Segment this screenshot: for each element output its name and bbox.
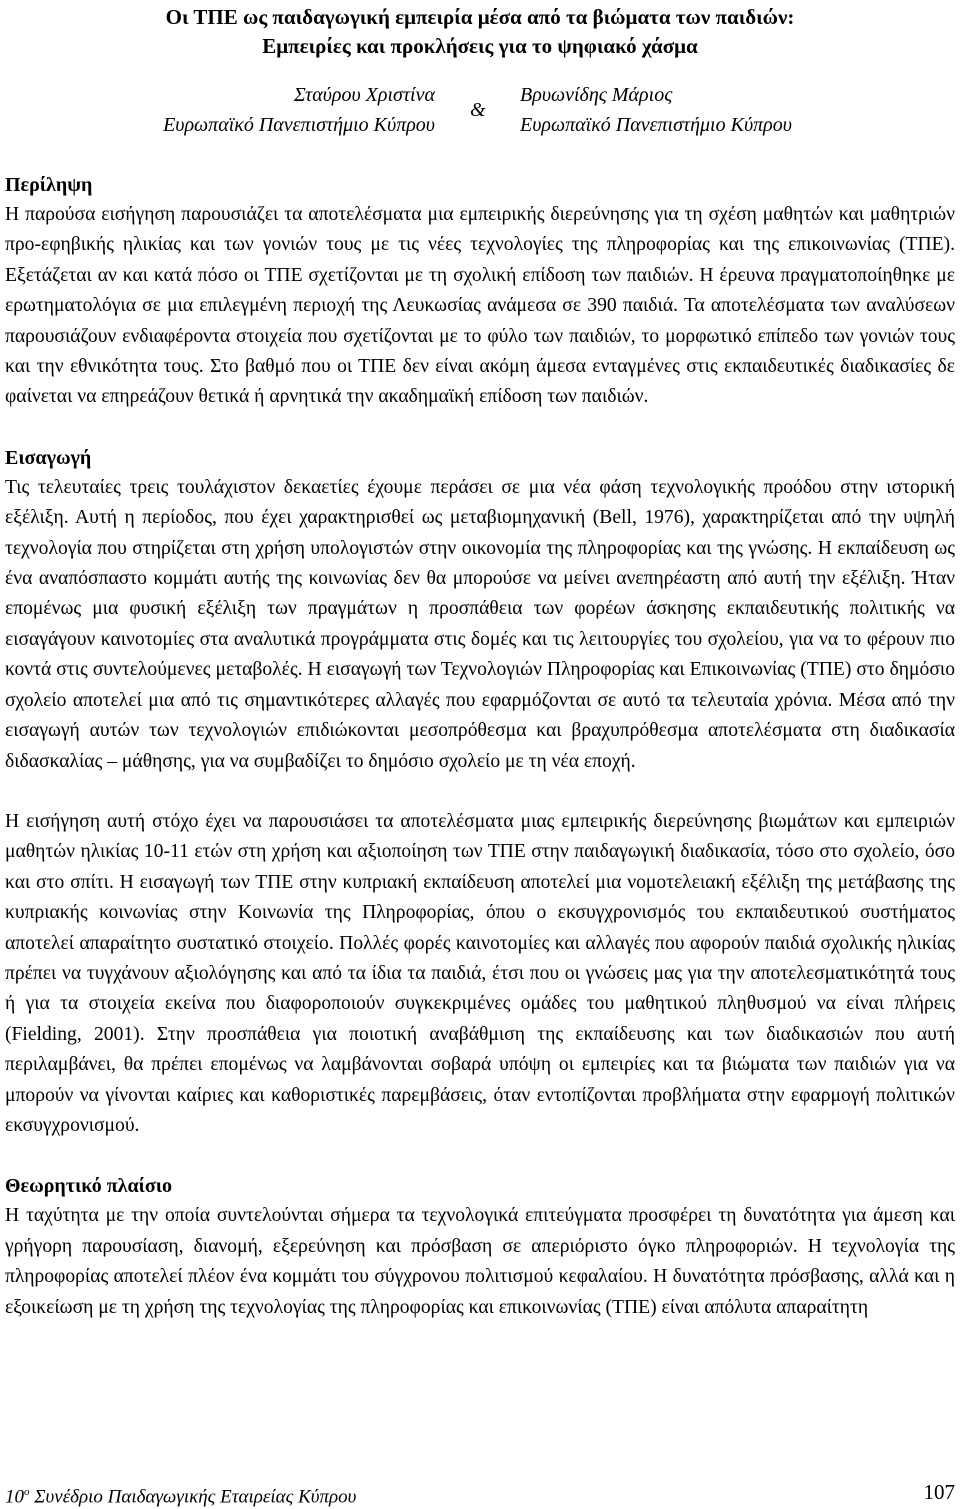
author-right-name: Βρυωνίδης Μάριος xyxy=(520,84,673,106)
introduction-paragraph-2: Η εισήγηση αυτή στόχο έχει να παρουσιάσει τα αποτελέσματα μιας εμπειρικής διερεύνησης βιωμάτων και εμπειριών μαθητών ηλικίας 10-11 ετών στη χρήση και αξιοποίηση των ΤΠΕ στην παιδαγωγική διαδικασία, τόσο στο σχολείο, όσο και στο σπίτι. Η εισαγωγή των ΤΠΕ στην κυπριακή εκπαίδευση αποτελεί μια νομοτελειακή εξέλιξη της μετάβασης της κυπριακής κοινωνίας στην Κοινωνία της Πληροφορίας, όπου ο εκσυγχρονισμός του εκπαιδευτικού συστήματος αποτελεί απαραίτητο συστατικό στοιχείο. Πολλές φορές καινοτομίες και αλλαγές που αφορούν παιδιά σχολικής ηλικίας πρέπει να τυγχάνουν αξιολόγησης και από τα ίδια τα παιδιά, έτσι που οι γνώσεις μας για την αποτελεσματικότητά τους ή για τα στοιχεία εκείνα που διαφοροποιούν συγκεκριμένες ομάδες του μαθητικού πληθυσμού να είναι πλήρεις (Fielding, 2001). Στην προσπάθεια για ποιοτική αναβάθμιση της εκπαίδευσης και των διαδικασιών που αυτή περιλαμβάνει, θα πρέπει επομένως να λαμβάνονται σοβαρά υπόψη οι εμπειρίες και τα βιώματα των παιδιών για να μπορούν να γίνονται καίριες και καθοριστικές παρεμβάσεις, όταν εντοπίζονται προβλήματα στην εφαρμογή πολιτικών εκσυγχρονισμού. xyxy=(5,810,955,1136)
theory-paragraph-1: Η ταχύτητα με την οποία συντελούνται σήμερα τα τεχνολογικά επιτεύγματα προσφέρει τη δυνατότητα για άμεση και γρήγορη παρουσίαση, διανομή, εξερεύνηση και πρόσβαση σε απεριόριστο όγκο πληροφοριών. Η τεχνολογία της πληροφορίας αποτελεί πλέον ένα κομμάτι του σύγχρονου πολιτισμού κεφαλαίου. Η δυνατότητα πρόσβασης, αλλά και η εξοικείωση με τη χρήση της τεχνολογίας της πληροφορίας και επικοινωνίας (ΤΠΕ) είναι απόλυτα απαραίτητη xyxy=(5,1205,955,1318)
theory-heading: Θεωρητικό πλαίσιο xyxy=(5,1175,172,1198)
author-left-name: Σταύρου Χριστίνα xyxy=(293,84,435,106)
author-block xyxy=(5,80,955,142)
author-left-affiliation: Ευρωπαϊκό Πανεπιστήμιο Κύπρου xyxy=(163,114,435,136)
title-line-1: Οι ΤΠΕ ως παιδαγωγική εμπειρία μέσα από τα βιώματα των παιδιών: xyxy=(165,5,795,29)
author-left xyxy=(163,80,435,140)
page-number: 107 xyxy=(923,1480,955,1504)
abstract-text: Η παρούσα εισήγηση παρουσιάζει τα αποτελέσματα μια εμπειρικής διερεύνησης για τη σχέση μαθητών και μαθητριών προ-εφηβικής ηλικίας και των γονιών τους με τις νέες τεχνολογίες της πληροφορίας και της επικοινωνίας (ΤΠΕ). Εξετάζεται αν και κατά πόσο οι ΤΠΕ σχετίζονται με τη σχολική επίδοση των παιδιών. Η έρευνα πραγματοποίηθηκε με ερωτηματολόγια σε μια επιλεγμένη περιοχή της Λευκωσίας ανάμεσα σε 390 παιδιά. Τα αποτελέσματα των αναλύσεων παρουσιάζουν ενδιαφέροντα στοιχεία που σχετίζονται με το φύλο των παιδιών, το μορφωτικό επίπεδο των γονιών τους και την εθνικότητα τους. Στο βαθμό που οι ΤΠΕ δεν είναι ακόμη άμεσα ενταγμένες στις εκπαιδευτικές διαδικασίες δε φαίνεται να επηρεάζουν θετικά ή αρνητικά την ακαδημαϊκή επίδοση των παιδιών. xyxy=(5,204,955,408)
abstract-section xyxy=(5,170,955,413)
introduction-paragraph-1: Τις τελευταίες τρεις τουλάχιστον δεκαετίες έχουμε περάσει σε μια νέα φάση τεχνολογικής προόδου στην ιστορική εξέλιξη. Αυτή η περίοδος, που έχει χαρακτηρισθεί ως μεταβιομηχανική (Bell, 1976), χαρακτηρίζεται από την υψηλή τεχνολογία που στηρίζεται στη χρήση υπολογιστών στην οικονομία της πληροφορίας και της γνώσης. Η εκπαίδευση ως ένα αναπόσπαστο κομμάτι αυτής της κοινωνίας δεν θα μπορούσε να μείνει ανεπηρέαστη από αυτή την εξέλιξη. Ήταν επομένως μια φυσική εξέλιξη των πραγμάτων η προσπάθεια των φορέων άσκησης εκπαιδευτικής πολιτικής να εισαγάγουν καινοτομίες στα αναλυτικά προγράμματα στις δομές και τις λειτουργίες του σχολείου, για να το φέρουν πιο κοντά στις συντελούμενες μεταβολές. Η εισαγωγή των Τεχνολογιών Πληροφορίας και Επικοινωνίας (ΤΠΕ) στο δημόσιο σχολείο αποτελεί μια από τις σημαντικότερες αλλαγές που εφαρμόζονται σε αυτό τα τελευταία χρόνια. Μέσα από την εισαγωγή αυτών των τεχνολογιών επιδιώκονται μεσοπρόθεσμα και βραχυπρόθεσμα αποτελέσματα στη διαδικασία διδασκαλίας – μάθησης, για να συμβαδίζει το δημόσιο σχολείο με τη νέα εποχή. xyxy=(5,476,955,772)
author-right xyxy=(520,80,792,140)
paper-title xyxy=(5,3,955,61)
introduction-heading: Εισαγωγή xyxy=(5,446,92,469)
introduction-section xyxy=(5,443,955,1142)
page-footer xyxy=(5,1480,955,1506)
footer-conference-name: Συνέδριο Παιδαγωγικής Εταιρείας Κύπρου xyxy=(34,1486,357,1508)
footer-conference-suffix: ο xyxy=(24,1486,30,1498)
author-right-affiliation: Ευρωπαϊκό Πανεπιστήμιο Κύπρου xyxy=(520,114,792,136)
title-line-2: Εμπειρίες και προκλήσεις για το ψηφιακό χάσμα xyxy=(262,34,698,58)
footer-conference-number: 10 xyxy=(5,1486,24,1508)
document-page xyxy=(5,0,955,1323)
theory-section xyxy=(5,1171,955,1323)
abstract-heading: Περίληψη xyxy=(5,174,93,196)
author-separator: & xyxy=(470,99,486,121)
